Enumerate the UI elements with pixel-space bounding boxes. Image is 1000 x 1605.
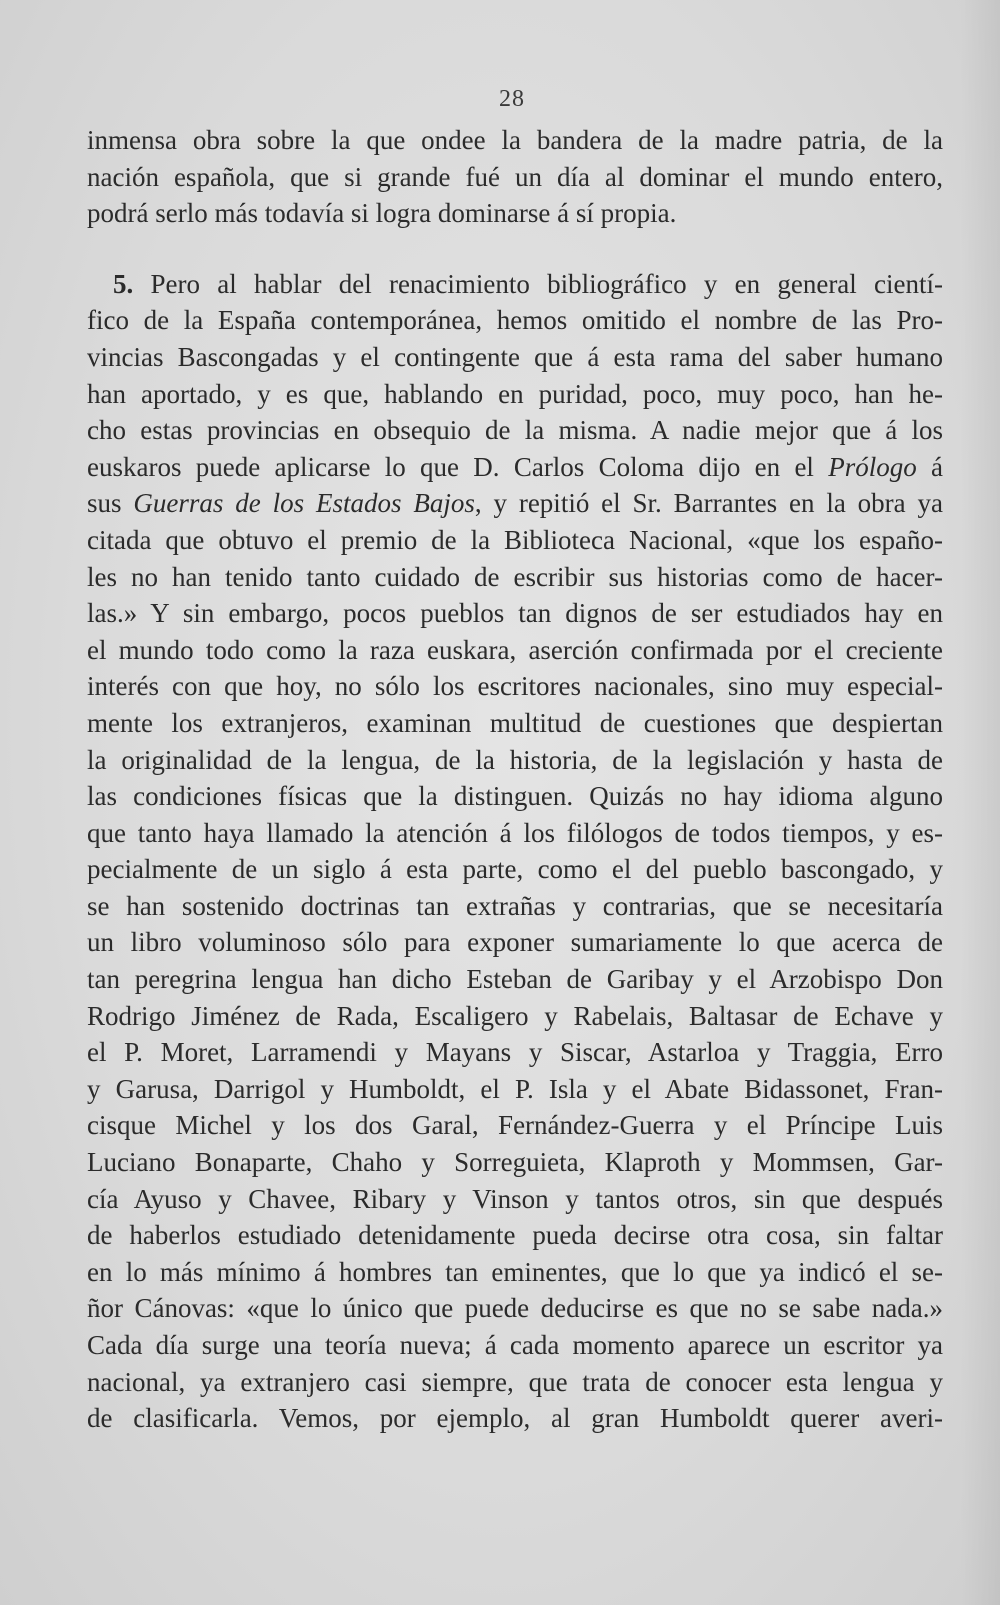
text-span: , y repitió el Sr. Barrantes en la obra ya	[474, 488, 943, 519]
text-line: Rodrigo Jiménez de Rada, Escaligero y Rabelais, Baltasar de Echave y	[87, 1000, 943, 1031]
text-line: nacional, ya extranjero casi siempre, que trata de conocer esta lengua y	[87, 1366, 943, 1397]
text-span: á	[916, 451, 944, 482]
text-line: cho estas provincias en obsequio de la misma. A nadie mejor que á los	[87, 415, 943, 446]
text-line: Cada día surge una teoría nueva; á cada momento aparece un escritor ya	[87, 1330, 943, 1360]
text-line: el P. Moret, Larramendi y Mayans y Siscar, Astarloa y Traggia, Erro	[87, 1037, 943, 1068]
paragraph-1	[87, 122, 943, 232]
text-line: de haberlos estudiado detenidamente pueda decirse otra cosa, sin faltar	[87, 1220, 943, 1251]
italic-title: Guerras de los Estados Bajos	[133, 488, 475, 519]
text-line: fico de la España contemporánea, hemos omitido el nombre de las Pro-	[87, 305, 943, 336]
text-line	[87, 266, 943, 303]
text-line: mente los extranjeros, examinan multitud de cuestiones que despiertan	[87, 707, 943, 738]
text-line: han aportado, y es que, hablando en puridad, poco, muy poco, han he-	[87, 378, 943, 409]
text-span: Pero al hablar del renacimiento bibliográfico y en general cientí-	[150, 268, 944, 299]
text-line	[87, 449, 943, 486]
text-line: un libro voluminoso sólo para exponer sumariamente lo que acerca de	[87, 927, 943, 958]
text-line: que tanto haya llamado la atención á los filólogos de todos tiempos, y es-	[87, 817, 943, 848]
page-edge-shadow	[960, 0, 1000, 1605]
text-line: inmensa obra sobre la que ondee la bandera de la madre patria, de la	[87, 125, 943, 155]
page-number: 28	[499, 86, 525, 112]
text-line: la originalidad de la lengua, de la historia, de la legislación y hasta de	[87, 744, 943, 775]
paragraph-gap	[87, 232, 943, 266]
text-line: las condiciones físicas que la distinguen. Quizás no hay idioma alguno	[87, 781, 943, 812]
text-line: las.» Y sin embargo, pocos pueblos tan dignos de ser estudiados hay en	[87, 598, 943, 629]
text-line: y Garusa, Darrigol y Humboldt, el P. Isla y el Abate Bidassonet, Fran-	[87, 1073, 943, 1104]
text-line: en lo más mínimo á hombres tan eminentes, que lo que ya indicó el se-	[87, 1256, 943, 1287]
text-line: tan peregrina lengua han dicho Esteban de Garibay y el Arzobispo Don	[87, 964, 943, 995]
text-line: se han sostenido doctrinas tan extrañas y contrarias, que se necesitaría	[87, 890, 943, 921]
text-line: cisque Michel y los dos Garal, Fernández-Guerra y el Príncipe Luis	[87, 1110, 943, 1141]
text-line: ñor Cánovas: «que lo único que puede deducirse es que no se sabe nada.»	[87, 1293, 943, 1324]
text-line: nación española, que si grande fué un día al dominar el mundo entero,	[87, 161, 943, 192]
text-line	[87, 485, 943, 522]
text-line: vincias Bascongadas y el contingente que á esta rama del saber humano	[87, 341, 943, 372]
italic-title: Prólogo	[828, 451, 917, 482]
paragraph-2	[87, 266, 943, 1437]
body-text	[87, 122, 943, 1437]
text-line: interés con que hoy, no sólo los escritores nacionales, sino muy especial-	[87, 671, 943, 702]
text-line: el mundo todo como la raza euskara, aserción confirmada por el creciente	[87, 634, 943, 665]
text-line: podrá serlo más todavía si logra dominarse á sí propia.	[87, 198, 677, 229]
text-span: euskaros puede aplicarse lo que D. Carlos Coloma dijo en el	[87, 451, 829, 482]
text-line: pecialmente de un siglo á esta parte, como el del pueblo bascongado, y	[87, 854, 943, 885]
section-number: 5.	[113, 268, 134, 299]
text-line: de clasificarla. Vemos, por ejemplo, al gran Humboldt querer averi-	[87, 1403, 943, 1434]
text-line: les no han tenido tanto cuidado de escribir sus historias como de hacer-	[87, 561, 943, 592]
text-line: cía Ayuso y Chavee, Ribary y Vinson y tantos otros, sin que después	[87, 1183, 943, 1214]
text-line: Luciano Bonaparte, Chaho y Sorreguieta, Klaproth y Mommsen, Gar-	[87, 1147, 943, 1178]
text-line: citada que obtuvo el premio de la Biblioteca Nacional, «que los españo-	[87, 524, 943, 555]
text-span: sus	[87, 488, 134, 519]
